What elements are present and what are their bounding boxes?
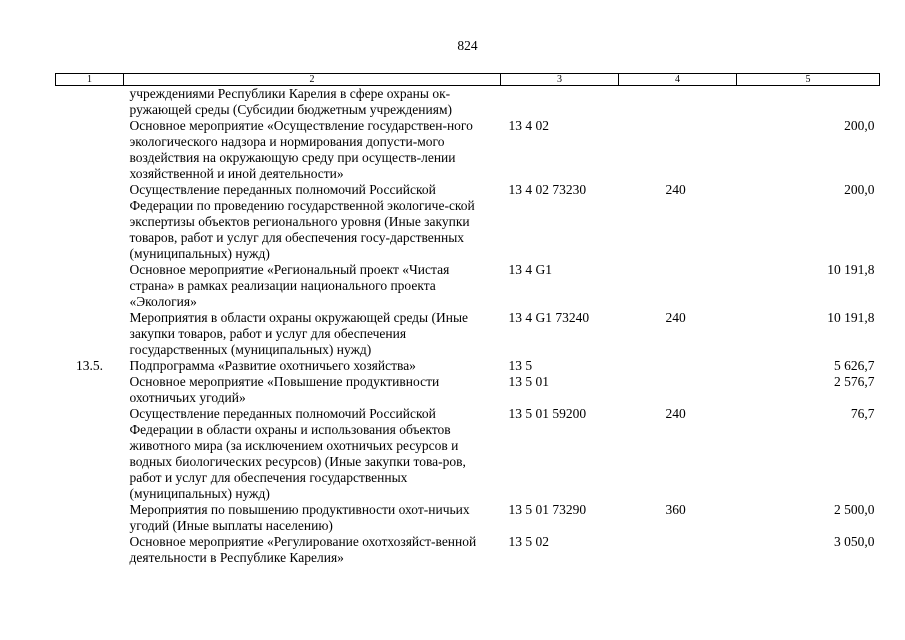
row-number — [56, 86, 124, 119]
row-amount — [737, 86, 880, 119]
row-amount: 3 050,0 — [834, 534, 875, 549]
row-code: 13 4 02 — [508, 118, 549, 133]
row-amount: 76,7 — [850, 406, 875, 421]
row-expense-type — [619, 262, 737, 310]
table-row — [56, 406, 880, 502]
row-expense-type: 240 — [665, 406, 686, 421]
table-row — [56, 182, 880, 262]
row-number — [56, 534, 124, 566]
row-number — [56, 374, 124, 406]
table-row — [56, 262, 880, 310]
row-expense-type — [619, 534, 737, 566]
row-name: учреждениями Республики Карелия в сфере охраны ок-ружающей среды (Субсидии бюджетным учреждениям) — [129, 86, 452, 117]
row-number — [56, 502, 124, 534]
row-number — [56, 406, 124, 502]
budget-table — [55, 73, 880, 566]
table-body — [56, 86, 880, 567]
row-name: Подпрограмма «Развитие охотничьего хозяйства» — [129, 358, 416, 373]
row-name: Основное мероприятие «Региональный проект «Чистая страна» в рамках реализации национального проекта «Экология» — [129, 262, 450, 309]
table-row — [56, 118, 880, 182]
row-amount: 200,0 — [844, 118, 875, 133]
row-expense-type — [619, 118, 737, 182]
row-name: Основное мероприятие «Регулирование охотхозяйст-венной деятельности в Республике Карелия» — [129, 534, 477, 565]
row-amount: 10 191,8 — [827, 310, 875, 325]
row-code: 13 4 G1 73240 — [508, 310, 590, 325]
row-expense-type — [619, 374, 737, 406]
row-name: Основное мероприятие «Повышение продуктивности охотничьих угодий» — [129, 374, 440, 405]
row-name: Мероприятия в области охраны окружающей среды (Иные закупки товаров, работ и услуг для обеспечения государственных (муниципальных) нужд) — [129, 310, 469, 357]
row-amount: 200,0 — [844, 182, 875, 197]
row-amount: 2 576,7 — [834, 374, 875, 389]
row-code: 13 5 01 73290 — [508, 502, 587, 517]
row-code: 13 4 G1 — [508, 262, 552, 277]
column-header-2: 2 — [124, 74, 501, 86]
row-number — [56, 310, 124, 358]
column-header-1: 1 — [56, 74, 124, 86]
table-row — [56, 534, 880, 566]
row-code: 13 5 02 — [508, 534, 549, 549]
row-name: Мероприятия по повышению продуктивности охот-ничьих угодий (Иные выплаты населению) — [129, 502, 470, 533]
row-amount: 2 500,0 — [834, 502, 875, 517]
page-number: 824 — [457, 38, 478, 53]
table-row — [56, 502, 880, 534]
table-header — [56, 74, 880, 86]
table-row — [56, 86, 880, 119]
table-row — [56, 310, 880, 358]
row-expense-type: 240 — [665, 310, 686, 325]
table-row — [56, 374, 880, 406]
row-number: 13.5. — [76, 358, 103, 373]
column-header-3: 3 — [501, 74, 619, 86]
row-amount: 5 626,7 — [834, 358, 875, 373]
row-expense-type: 360 — [665, 502, 686, 517]
row-code: 13 5 01 59200 — [508, 406, 587, 421]
row-number — [56, 182, 124, 262]
row-number — [56, 118, 124, 182]
row-number — [56, 262, 124, 310]
row-name: Основное мероприятие «Осуществление государствен-ного экологического надзора и нормирования допусти-мого воздействия на окружающую среду при осуществ-лении хозяйственной и иной деятельности» — [129, 118, 473, 181]
row-amount: 10 191,8 — [827, 262, 875, 277]
table-row — [56, 358, 880, 374]
row-code: 13 4 02 73230 — [508, 182, 587, 197]
row-expense-type: 240 — [665, 182, 686, 197]
row-code: 13 5 01 — [508, 374, 549, 389]
row-name: Осуществление переданных полномочий Российской Федерации по проведению государственной экологиче-ской экспертизы объектов регионального уровня (Иные закупки товаров, работ и услуг для обеспечения госу-дарственных (муниципальных) нужд) — [129, 182, 475, 261]
row-expense-type — [619, 86, 737, 119]
header-row — [56, 74, 880, 86]
row-expense-type — [619, 358, 737, 374]
row-code: 13 5 — [508, 358, 533, 373]
row-code — [501, 86, 619, 119]
column-header-4: 4 — [619, 74, 737, 86]
column-header-5: 5 — [737, 74, 880, 86]
row-name: Осуществление переданных полномочий Российской Федерации в области охраны и использования объектов животного мира (за исключением охотничьих ресурсов и водных биологических ресурсов) (Иные закупки това-ров, работ и услуг для обеспечения государственных (муниципальных) нужд) — [129, 406, 466, 501]
